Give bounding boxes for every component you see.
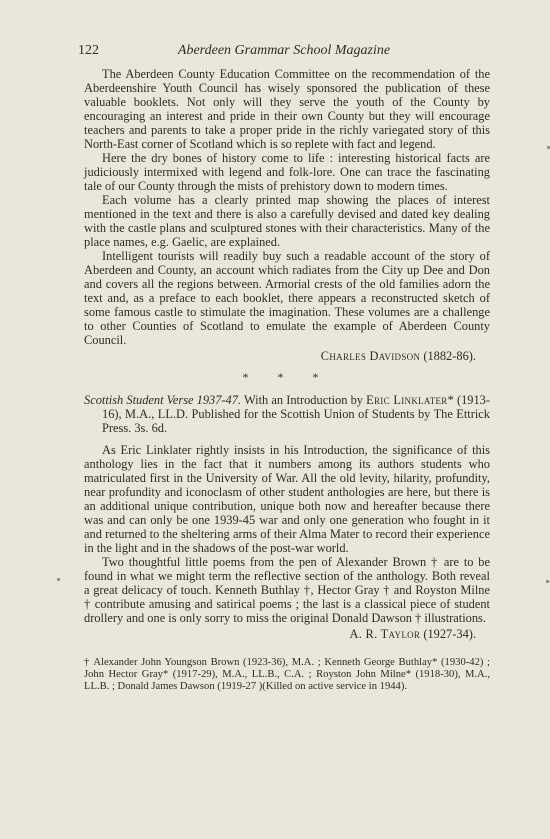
paper-speck [546, 580, 549, 583]
book-publication: * (1913-16), M.A., LL.D. Published for the Scottish Union of Students by The Ettrick Press. 3s. 6d. [102, 393, 490, 435]
section-separator: * * * [242, 370, 332, 384]
paragraph: Here the dry bones of history come to life : interesting historical facts are judiciously intermixed with legend and folk-lore. One can trace the fascinating tale of our County through the mists of prehistory down to modern times. [84, 151, 490, 193]
book-details: With an Introduction by [243, 393, 363, 407]
reviewer-name: A. R. Taylor [349, 627, 421, 641]
reviewer-signature [84, 627, 490, 641]
footnote: † Alexander John Youngson Brown (1923-36), M.A. ; Kenneth George Buthlay* (1930-42) ; John Hector Gray* (1917-29), M.A., LL.B., C.A. ; Royston John Milne* (1918-30), M.A., LL.B. ; Donald James Dawson (1919-27 )(Killed on active service in 1944). [84, 657, 490, 692]
review-county-booklets [84, 67, 490, 363]
paragraph: Two thoughtful little poems from the pen of Alexander Brown † are to be found in what we might term the reflective section of the anthology. Both reveal a great delicacy of touch. Kenneth Buthlay †, Hector Gray † and Royston Milne † contribute amusing and satirical poems ; the last is a classical piece of student drollery and one is only sorry to miss the original Donald Dawson † illustrations. [84, 555, 490, 625]
author-name: Eric Linklater [366, 393, 448, 407]
book-citation [84, 393, 490, 435]
reviewer-name: Charles Davidson [320, 349, 421, 363]
review-scottish-student-verse [84, 393, 490, 641]
article-body [84, 67, 490, 693]
page-header [78, 43, 490, 63]
paper-speck [57, 578, 60, 581]
page-number: 122 [78, 43, 99, 58]
paragraph: The Aberdeen County Education Committee on the recommendation of the Aberdeenshire Youth Council has wisely sponsored the publication of these valuable booklets. Not only will they serve the youth of the County by encouraging an interest and pride in their own County but they will encourage teachers and parents to take a proper pride in the richly variegated story of this North-East corner of Scotland which is so replete with fact and legend. [84, 67, 490, 151]
reviewer-years: (1927-34). [423, 627, 476, 641]
reviewer-signature [84, 349, 490, 363]
paragraph: Each volume has a clearly printed map showing the places of interest mentioned in the text and there is also a carefully devised and dated key dealing with the castle plans and sculptured stones with their characteristics. Many of the place names, e.g. Gaelic, are explained. [84, 193, 490, 249]
running-head: Aberdeen Grammar School Magazine [177, 43, 391, 58]
book-title: Scottish Student Verse 1937-47. [84, 393, 242, 407]
paragraph: As Eric Linklater rightly insists in his Introduction, the significance of this anthology lies in the fact that it numbers among its authors students who matriculated first in the University of War. All the old levity, hilarity, profundity, near profundity and iconoclasm of other student anthologies are here, but there is an additional unique contribution, unique both now and hereafter because there was and can only be one 1939-45 war and only one generation who fought in it and returned to the sheltering arms of their Alma Mater to record their experience in the light and in the shadows of the post-war world. [84, 443, 490, 555]
paragraph: Intelligent tourists will readily buy such a readable account of the story of Aberdeen and County, an account which radiates from the City up Dee and Don and covers all the regions between. Armorial crests of the old families adorn the text and, as a preface to each booklet, there appears a reconstructed sketch of some famous castle to stimulate the imagination. These volumes are a challenge to other Counties of Scotland to emulate the example of Aberdeen County Council. [84, 249, 490, 347]
reviewer-years: (1882-86). [423, 349, 476, 363]
